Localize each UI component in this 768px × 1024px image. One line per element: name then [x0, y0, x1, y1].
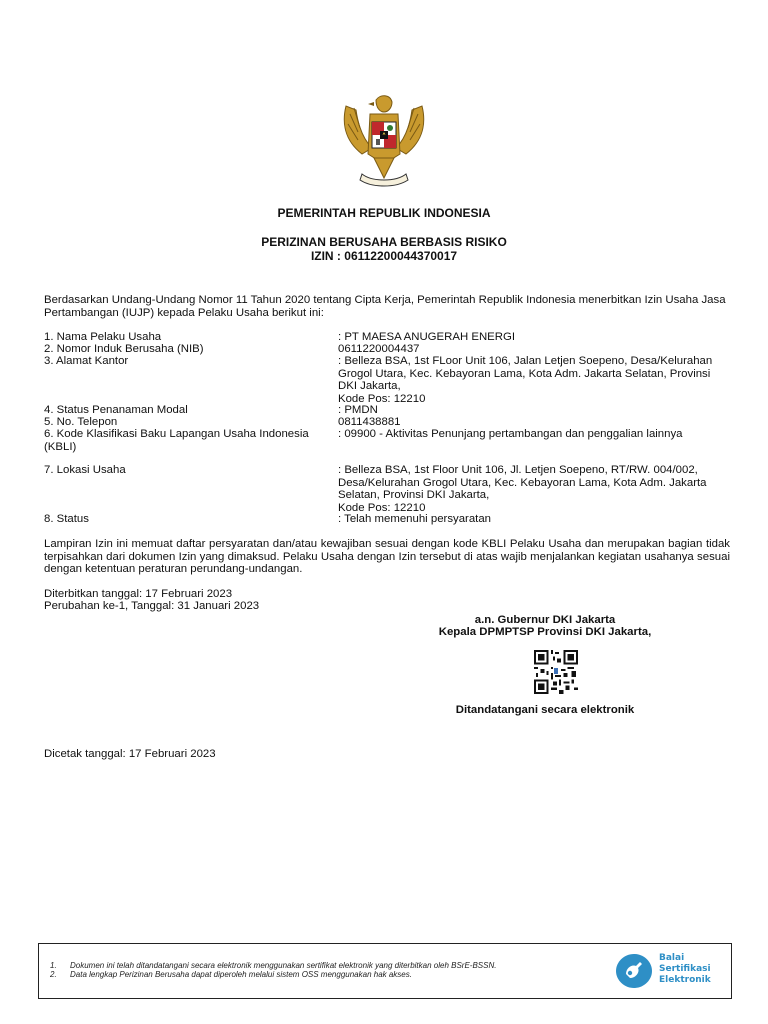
intro-paragraph: Berdasarkan Undang-Undang Nomor 11 Tahun 2020 tentang Cipta Kerja, Pemerintah Republik Indonesia menerbitkan Izin Usaha Jasa Pertambangan (IUJP) kepada Pelaku Usaha berikut ini:	[44, 294, 726, 319]
signed-electronically: Ditandatangani secara elektronik	[455, 704, 635, 716]
government-heading: PEMERINTAH REPUBLIK INDONESIA	[277, 206, 491, 220]
field-value: : Belleza BSA, 1st Floor Unit 106, Jl. Letjen Soepeno, RT/RW. 004/002, Desa/Kelurahan Grogol Utara, Kec. Kebayoran Lama, Kota Adm. Jakarta Selatan, Provinsi DKI Jakarta, Kode Pos: 12210	[338, 464, 707, 514]
field-label: 7. Lokasi Usaha	[44, 464, 126, 476]
footnote-1: Dokumen ini telah ditandatangani secara elektronik menggunakan sertifikat elektronik yang diterbitkan oleh BSrE-BSSN.	[70, 961, 497, 970]
field-value: : Telah memenuhi persyaratan	[338, 513, 492, 525]
field-value: 0811438881	[338, 416, 401, 428]
field-value: : 09900 - Aktivitas Penunjang pertambangan dan penggalian lainnya	[338, 428, 683, 440]
footnote-2-number: 2.	[50, 970, 57, 979]
field-label: 3. Alamat Kantor	[44, 355, 129, 367]
bsre-logo-icon	[614, 952, 654, 990]
field-value: 0611220004437	[338, 343, 420, 355]
field-value: : Belleza BSA, 1st FLoor Unit 106, Jalan Letjen Soepeno, Desa/Kelurahan Grogol Utara, Kec. Kebayoran Lama, Kota Adm. Jakarta Selatan, Provinsi DKI Jakarta, Kode Pos: 12210	[338, 355, 713, 405]
field-label: 6. Kode Klasifikasi Baku Lapangan Usaha Indonesia (KBLI)	[44, 428, 309, 453]
qr-code-icon	[534, 650, 578, 694]
printed-date: Dicetak tanggal: 17 Februari 2023	[44, 748, 216, 760]
garuda-pancasila-emblem	[336, 92, 432, 190]
field-label: 8. Status	[44, 513, 89, 525]
issued-date: Diterbitkan tanggal: 17 Februari 2023	[44, 588, 233, 600]
field-label: 2. Nomor Induk Berusaha (NIB)	[44, 343, 204, 355]
bsre-logo-text: Balai Sertifikasi Elektronik	[659, 953, 711, 985]
field-label: 5. No. Telepon	[44, 416, 118, 428]
amendment-date: Perubahan ke-1, Tanggal: 31 Januari 2023	[44, 600, 260, 612]
bsre-logo	[614, 951, 718, 991]
signatory-line-2: Kepala DPMPTSP Provinsi DKI Jakarta,	[438, 626, 652, 638]
field-value: : PMDN	[338, 404, 378, 416]
footnote-2: Data lengkap Perizinan Berusaha dapat diperoleh melalui sistem OSS menggunakan hak akses.	[70, 970, 412, 979]
permit-number: IZIN : 06112200044370017	[310, 249, 458, 263]
attachment-note: Lampiran Izin ini memuat daftar persyaratan dan/atau kewajiban sesuai dengan kode KBLI Pelaku Usaha dan merupakan bagian tidak terpisahkan dari dokumen Izin yang dimaksud. Pelaku Usaha dengan Izin tersebut di atas wajib menjalankan kegiatan usahanya sesuai dengan ketentuan peraturan perundang-undangan.	[44, 538, 730, 576]
footnote-1-number: 1.	[50, 961, 57, 970]
document-title: PERIZINAN BERUSAHA BERBASIS RISIKO	[261, 235, 507, 249]
signatory-line-1: a.n. Gubernur DKI Jakarta	[474, 614, 616, 626]
field-label: 1. Nama Pelaku Usaha	[44, 331, 162, 343]
field-value: : PT MAESA ANUGERAH ENERGI	[338, 331, 516, 343]
field-label: 4. Status Penanaman Modal	[44, 404, 188, 416]
